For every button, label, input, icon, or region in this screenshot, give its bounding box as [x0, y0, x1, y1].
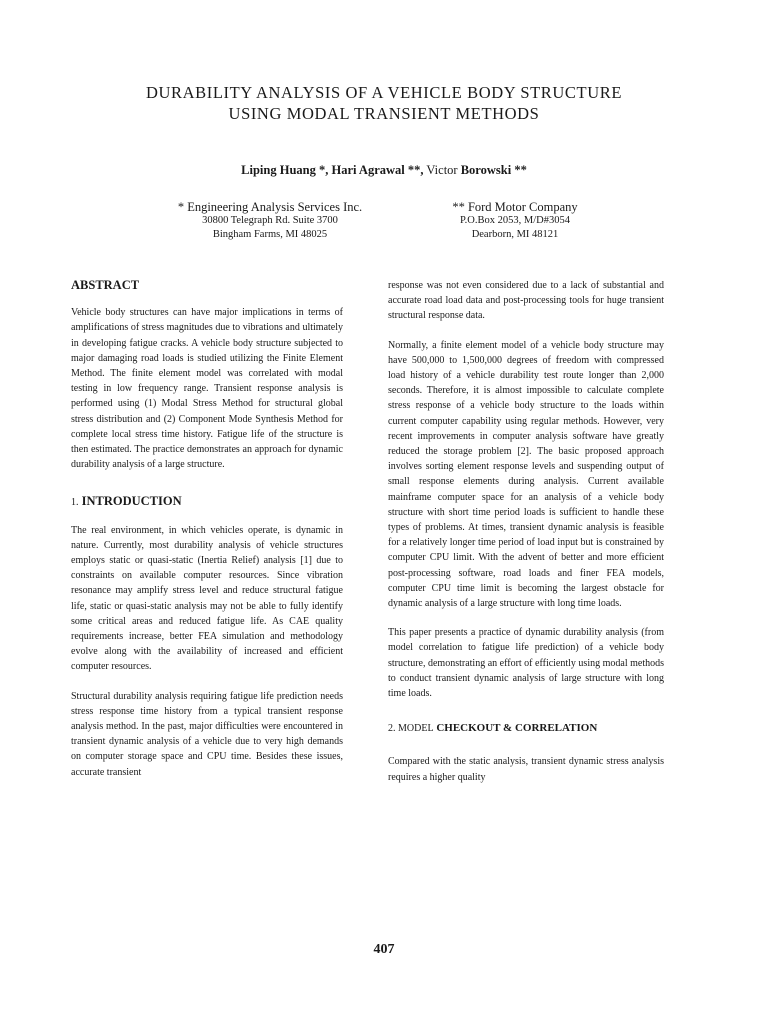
introduction-number: 1. [71, 497, 79, 509]
title-line-2: USING MODAL TRANSIENT METHODS [228, 104, 540, 123]
page-number: 407 [373, 942, 395, 957]
author-list [0, 163, 768, 178]
affiliation-left [140, 200, 400, 242]
right-column [388, 278, 664, 799]
right-paragraph-4: Compared with the static analysis, transient dynamic stress analysis requires a higher quality [388, 756, 664, 783]
author-2: Hari Agrawal **, [331, 163, 424, 177]
affiliation-right-address1: P.O.Box 2053, M/D#3054 [460, 215, 570, 226]
author-1: Liping Huang *, [241, 163, 329, 177]
introduction-title: INTRODUCTION [81, 494, 182, 509]
affiliation-right [400, 200, 630, 242]
paper-title [0, 82, 768, 124]
section-2-title: CHECKOUT & CORRELATION [436, 722, 598, 735]
section-2-heading [388, 721, 664, 736]
abstract-heading: ABSTRACT [71, 278, 140, 292]
right-paragraph-3: This paper presents a practice of dynamic durability analysis (from model correlation to fatigue life prediction) of a vehicle body structure, demonstrating an effort of efficiently using modal methods to conduct transient dynamic analysis of large structure with long time loads. [388, 627, 664, 700]
introduction-paragraph-1: The real environment, in which vehicles operate, is dynamic in nature. Currently, most durability analysis of vehicle structures employs static or quasi-static (Inertia Relief) analysis [1] due to constraints on available computer resources. Since vibration resonance may amplify stress level and reduce structural fatigue life, static or quasi-static analysis may not be able to fully identify some critical areas and reduced fatigue life. As CAE quality requirements increase, better FEA simulation and methodology evolve along with the availability of increased and efficient computer resources. [71, 524, 343, 673]
title-line-1: DURABILITY ANALYSIS OF A VEHICLE BODY STRUCTURE [145, 83, 623, 102]
right-paragraph-1: response was not even considered due to a lack of substantial and accurate road load data and post-processing tools for huge transient structural response data. [388, 280, 664, 322]
section-2-number: 2. MODEL [388, 723, 434, 735]
left-column [71, 278, 343, 794]
affiliation-left-address1: 30800 Telegraph Rd. Suite 3700 [202, 215, 338, 226]
introduction-heading [71, 494, 343, 510]
affiliation-right-name: ** Ford Motor Company [452, 200, 578, 214]
abstract-text: Vehicle body structures can have major implications in terms of amplifications of stress magnitudes due to vibrations and ultimately in developing fatigue cracks. A vehicle body structure subjected to major damaging road loads is studied utilizing the Finite Element Method. The finite element model was correlated with modal testing in low frequency range. Transient response analysis is performed using (1) Modal Stress Method for structural global stress distribution and (2) Component Mode Synthesis Method for complete local stress time history. Fatigue life of the structure is then estimated. The practice demonstrates an approach for dynamic durability analysis of a large structure. [71, 307, 343, 471]
affiliation-right-address2: Dearborn, MI 48121 [471, 229, 559, 240]
author-3-first: Victor [426, 163, 458, 177]
author-3-last: Borowski ** [460, 163, 527, 177]
introduction-paragraph-2: Structural durability analysis requiring fatigue life prediction needs stress response time history from a typical transient response analysis method. In the past, major difficulties were encountered in transient dynamic analysis of a vehicle due to very high demands on computer storage space and CPU time. Besides these issues, accurate transient [71, 690, 343, 778]
affiliation-left-address2: Bingham Farms, MI 48025 [212, 229, 328, 240]
right-paragraph-2: Normally, a finite element model of a vehicle body structure may have 500,000 to 1,500,000 degrees of freedom with compressed load history of a vehicle durability test route longer than 2,000 seconds. Therefore, it is almost impossible to calculate complete stress response of a vehicle body structure to the loads within current computer capability using regular methods. However, very recent improvements in computer analysis software have greatly reduced the storage problem [2]. The basic proposed approach involves sorting element response levels and suspending output of small response elements during analysis. Current available mainframe computer space for an analysis of a vehicle body structure with short time period loads is sufficient to handle these types of problems. At times, transient dynamic analysis is feasible for a relatively longer time period of load input but is constrained by computer CPU limit. With the advent of better and more efficient post-processing software, road loads and finer FEA models, computer CPU time limit is becoming the largest obstacle for dynamic analysis of a large structure with long time loads. [388, 339, 664, 610]
affiliation-left-name: * Engineering Analysis Services Inc. [177, 200, 363, 214]
